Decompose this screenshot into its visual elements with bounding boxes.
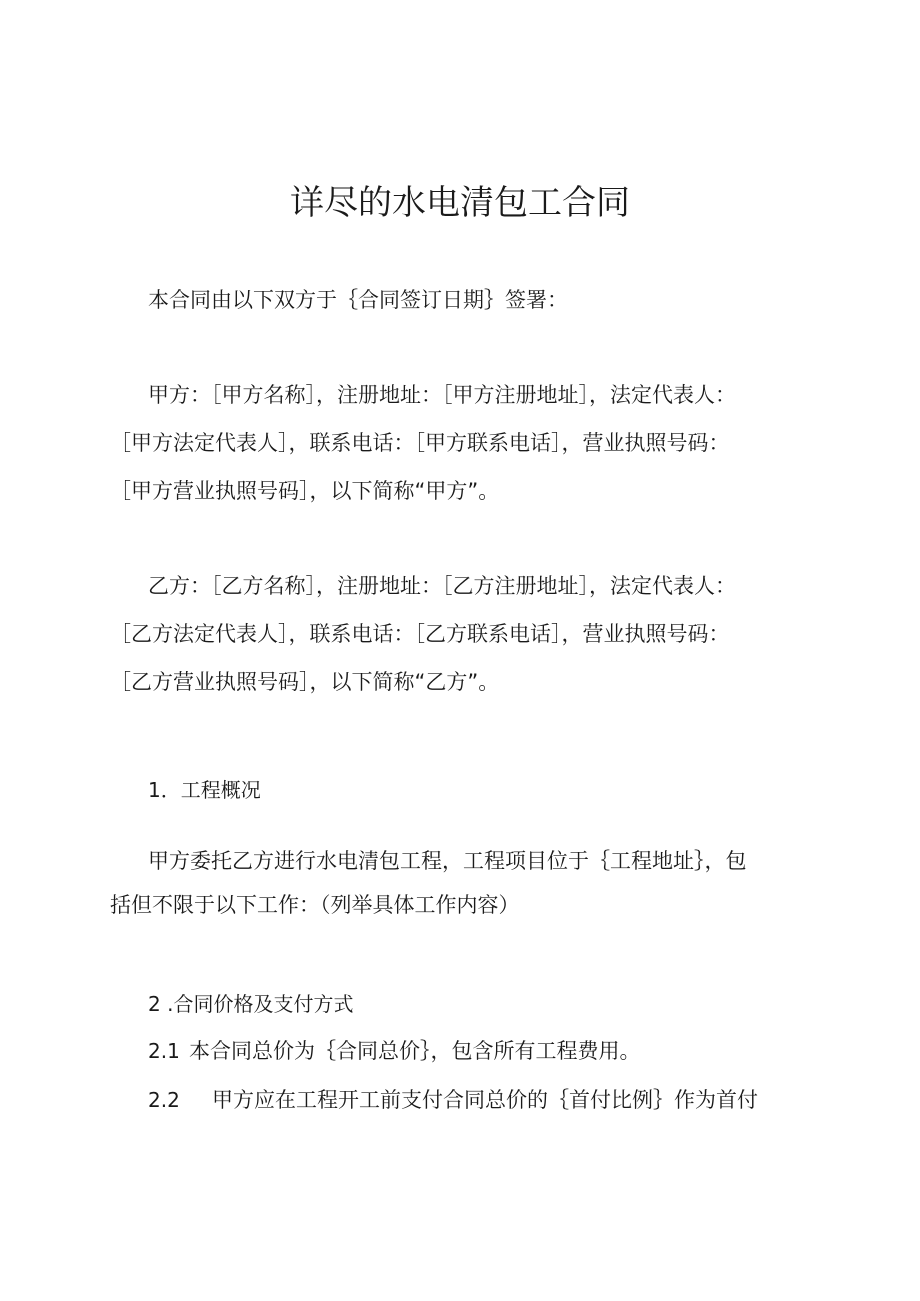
section-1-line-2: 括但不限于以下工作：（列举具体工作内容） — [110, 893, 520, 917]
clause-2-1-text: 本合同总价为｛合同总价｝，包含所有工程费用。 — [189, 1039, 641, 1063]
clause-2-2-text: 甲方应在工程开工前支付合同总价的｛首付比例｝作为首付 — [212, 1088, 758, 1112]
party-b-line-2: ［乙方法定代表人］，联系电话：［乙方联系电话］，营业执照号码： — [110, 622, 730, 646]
party-a-line-2: ［甲方法定代表人］，联系电话：［甲方联系电话］，营业执照号码： — [110, 431, 730, 455]
document-title: 详尽的水电清包工合同 — [290, 183, 630, 223]
party-a-line-1: 甲方：［甲方名称］，注册地址：［甲方注册地址］，法定代表人： — [148, 383, 736, 407]
clause-2-2-number: 2.2 — [148, 1088, 180, 1112]
party-a-line-3: ［甲方营业执照号码］，以下简称“甲方”。 — [110, 479, 500, 503]
section-2-heading: 2 .合同价格及支付方式 — [148, 992, 354, 1016]
clause-2-1-number: 2.1 — [148, 1039, 180, 1063]
party-b-line-3: ［乙方营业执照号码］，以下简称“乙方”。 — [110, 670, 500, 694]
section-1-heading: 1．工程概况 — [148, 778, 261, 802]
intro-paragraph: 本合同由以下双方于｛合同签订日期｝签署： — [148, 288, 568, 312]
party-b-line-1: 乙方：［乙方名称］，注册地址：［乙方注册地址］，法定代表人： — [148, 574, 736, 598]
section-1-line-1: 甲方委托乙方进行水电清包工程，工程项目位于｛工程地址｝，包 — [148, 849, 747, 873]
